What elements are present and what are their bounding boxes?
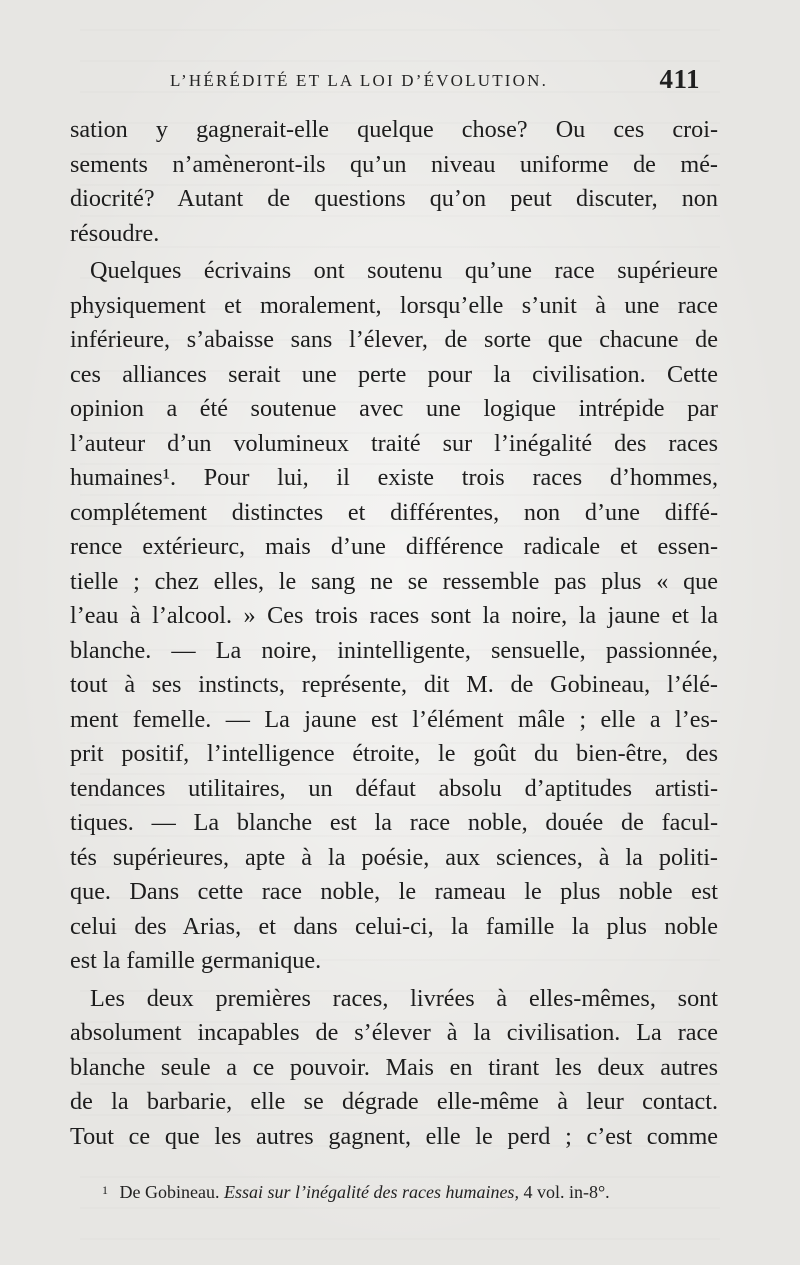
text-line: inférieure, s’abaisse sans l’élever, de sorte que chacune de	[70, 326, 718, 353]
text-line: blanche seule a ce pouvoir. Mais en tirant les deux autres	[70, 1053, 718, 1081]
page-header	[170, 64, 700, 98]
text-line: tielle ; chez elles, le sang ne se ressemble pas plus « que	[70, 567, 718, 595]
running-title: L’HÉRÉDITÉ ET LA LOI D’ÉVOLUTION.	[170, 71, 549, 90]
text-line: celui des Arias, et dans celui-ci, la famille la plus noble	[70, 912, 718, 940]
text-line-with-footnote-reference: humaines¹. Pour lui, il existe trois races d’hommes,	[70, 464, 718, 491]
text-line: que. Dans cette race noble, le rameau le plus noble est	[70, 878, 718, 905]
text-line: complétement distinctes et différentes, non d’une diffé-	[70, 498, 718, 526]
text-line: tés supérieures, apte à la poésie, aux sciences, à la politi-	[70, 843, 718, 871]
text-line: Tout ce que les autres gagnent, elle le perd ; c’est comme	[70, 1122, 718, 1150]
text-line: de la barbarie, elle se dégrade elle-même à leur contact.	[70, 1088, 718, 1115]
text-line: physiquement et moralement, lorsqu’elle s’unit à une race	[70, 291, 718, 319]
text-line: opinion a été soutenue avec une logique intrépide par	[70, 395, 718, 422]
paragraph-civilization	[70, 982, 718, 1155]
text-line: résoudre.	[70, 219, 160, 247]
text-line: sements n’amèneront-ils qu’un niveau uniforme de mé-	[70, 150, 718, 178]
text-line: Les deux premières races, livrées à elles-mêmes, sont	[90, 984, 718, 1012]
text-line: l’auteur d’un volumineux traité sur l’inégalité des races	[70, 429, 718, 457]
text-line: ment femelle. — La jaune est l’élément mâle ; elle a l’es-	[70, 705, 718, 733]
text-line: blanche. — La noire, inintelligente, sensuelle, passionnée,	[70, 636, 718, 664]
footnote-number: 1	[102, 1183, 108, 1197]
text-line: rence extérieurc, mais d’une différence radicale et essen-	[70, 533, 718, 560]
page-number: 411	[659, 64, 700, 94]
paragraph-race-hierarchy	[70, 254, 718, 979]
text-line: tiques. — La blanche est la race noble, douée de facul-	[70, 809, 718, 836]
text-line: diocrité? Autant de questions qu’on peut discuter, non	[70, 185, 718, 212]
text-line: tendances utilitaires, un défaut absolu d’aptitudes artisti-	[70, 774, 718, 802]
text-line: l’eau à l’alcool. » Ces trois races sont la noire, la jaune et la	[70, 602, 718, 629]
footnote-details: 4 vol. in-8°.	[523, 1182, 610, 1202]
paragraph-continued	[70, 113, 718, 251]
text-line: Quelques écrivains ont soutenu qu’une race supérieure	[90, 257, 718, 284]
footnote-author: De Gobineau.	[119, 1182, 220, 1202]
text-line: est la famille germanique.	[70, 947, 322, 974]
footnote-title: Essai sur l’inégalité des races humaines,	[223, 1182, 519, 1202]
text-line: absolument incapables de s’élever à la civilisation. La race	[70, 1019, 718, 1046]
text-line: prit positif, l’intelligence étroite, le goût du bien-être, des	[70, 740, 718, 767]
footnote	[102, 1175, 662, 1205]
body-text	[70, 113, 718, 1154]
text-line: tout à ses instincts, représente, dit M. de Gobineau, l’élé-	[70, 671, 718, 698]
text-line: ces alliances serait une perte pour la civilisation. Cette	[70, 360, 718, 388]
text-line: sation y gagnerait-elle quelque chose? Ou ces croi-	[70, 116, 718, 143]
